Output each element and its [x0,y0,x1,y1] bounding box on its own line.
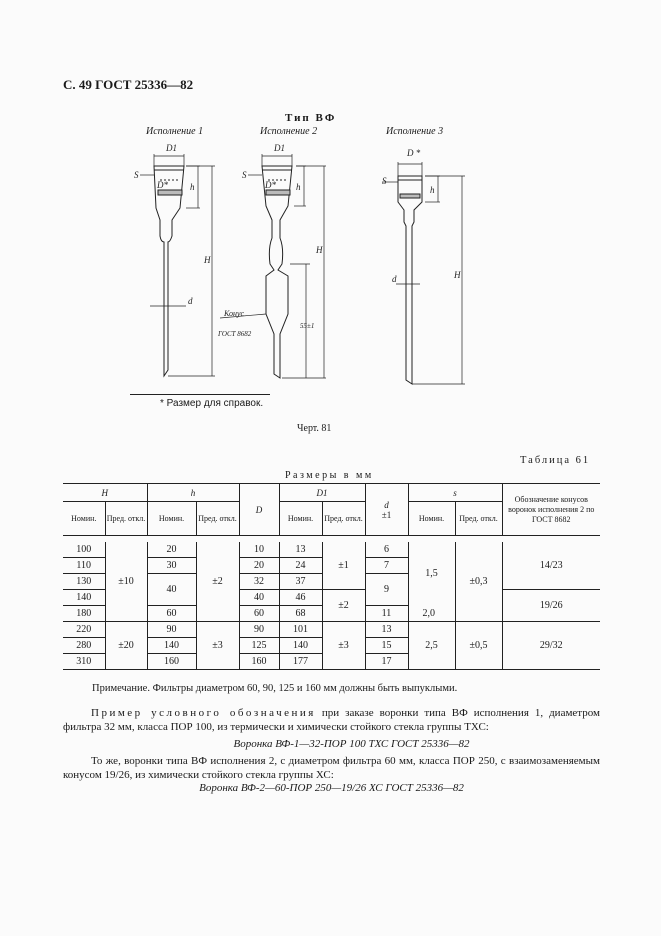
footnote: * Размер для справок. [160,398,264,409]
figure-caption: Черт. 81 [297,423,332,434]
table-cell: ±2 [196,542,239,622]
example-paragraph-1 [63,706,600,734]
dstar-label-1: D* [157,180,168,190]
table-cell: 180 [63,606,105,622]
H-label-3: H [454,270,461,280]
example-paragraph-2: То же, воронки типа ВФ исполнения 2, с диаметром фильтра 60 мм, класса ПОР 250, с взаимозаменяемым конусом 19/26, из химически стойкого стекла группы ХС: [63,755,600,781]
table-cell: 130 [63,574,105,590]
table-cell: 9 [365,574,408,606]
table-cell: 90 [239,622,279,638]
page-header: С. 49 ГОСТ 25336—82 [63,77,194,92]
table-cell: 19/26 [502,590,600,622]
h-label-3: h [430,185,435,195]
table-cell: 40 [239,590,279,606]
s-label-2: S [242,170,247,180]
table-cell: 160 [239,654,279,670]
dstar-label-3: D * [407,148,421,158]
table-cell: 60 [147,606,196,622]
variant-2-label: Исполнение 2 [260,126,318,137]
h-nom-header: Номин. [147,502,196,536]
H-tol-header: Пред. откл. [105,502,147,536]
D1-tol-header: Пред. откл. [322,502,365,536]
table-cell: 29/32 [502,622,600,670]
table-cell: ±1 [322,542,365,590]
table-cell: ±2 [322,590,365,622]
table-cell: 32 [239,574,279,590]
H-nom-header: Номин. [71,514,97,523]
table-cell: ±0,3 [455,542,502,622]
table-cell: ±20 [105,622,147,670]
table-cell: 310 [76,656,92,667]
table-subtitle: Размеры в мм [285,470,374,481]
table-cell: 20 [147,542,196,558]
table-cell: 2,0 [408,606,455,622]
d1-label-1: D1 [166,143,177,153]
table-cell: 110 [63,558,105,574]
s-label-1: S [134,170,139,180]
col-d: d ±1 [365,484,408,536]
d1-label-2: D1 [274,143,285,153]
s-label-3: S [382,176,387,186]
col-s: s [408,484,502,502]
table-cell: 7 [365,558,408,574]
table-cell: 37 [279,574,322,590]
table-cell: 1,5 [408,542,455,606]
example-lead: Пример условного обозначения [91,707,316,719]
funnel-drawing [120,138,480,393]
H-label-2: H [316,245,323,255]
col-h: h [147,484,239,502]
dstar-label-2: D* [265,180,276,190]
table-note: Примечание. Фильтры диаметром 60, 90, 125 и 160 мм должны быть выпуклыми. [92,683,458,694]
funnel-variant-3 [382,162,465,384]
table-cell: 160 [147,654,196,670]
table-cell: 24 [279,558,322,574]
table-cell: 14/23 [502,542,600,590]
table-cell: ±0,5 [455,622,502,670]
table-cell: 101 [279,622,322,638]
table-cell: 68 [279,606,322,622]
h-label-2: h [296,182,301,192]
table-number: Таблица 61 [520,455,591,466]
example-code-2: Воронка ВФ-2—60-ПОР 250—19/26 ХС ГОСТ 25336—82 [199,782,464,794]
example-text-1: при заказе воронки типа ВФ исполнения 1, диаметром фильтра 32 мм, класса ПОР 100, из термически и химически стойкого стекла группы ТХС: [63,707,600,733]
d-label-1: d [188,296,193,306]
table-cell: 2,5 [408,622,455,670]
table-cell: 15 [365,638,408,654]
konus-label: Конус [224,309,245,318]
table-cell: 6 [365,542,408,558]
table-cell: ±3 [322,622,365,670]
table-cell: 140 [63,590,105,606]
table-cell: 140 [147,638,196,654]
footnote-rule [130,394,270,395]
table-cell: 11 [365,606,408,622]
table-cell: 100 [63,542,105,558]
dimensions-table [63,483,600,674]
gost-label: ГОСТ 8682 [218,330,252,338]
table-cell: 13 [279,542,322,558]
table-cell: 220 [63,622,105,638]
table-cell: 10 [239,542,279,558]
s-tol-header: Пред. откл. [455,502,502,536]
table-cell: 280 [63,638,105,654]
s-nom-header: Номин. [408,502,455,536]
d-label-3: d [392,274,397,284]
example-code-1: Воронка ВФ-1—32-ПОР 100 ТХС ГОСТ 25336—82 [233,738,470,750]
table-cell: 20 [239,558,279,574]
col-designation: Обозначение конусов воронок исполнения 2 по ГОСТ 8682 [502,484,600,536]
table-cell: 40 [147,574,196,606]
funnel-variant-1 [140,154,215,376]
table-cell: ±10 [105,542,147,622]
table-cell: 140 [279,638,322,654]
table-cell: 125 [239,638,279,654]
variant-1-label: Исполнение 1 [146,126,204,137]
variant-3-label: Исполнение 3 [386,126,444,137]
col-D1: D1 [279,484,365,502]
col-D: D [239,484,279,536]
table-cell: 30 [147,558,196,574]
D1-nom-header: Номин. [279,502,322,536]
table-cell: 60 [239,606,279,622]
h-tol-header: Пред. откл. [196,502,239,536]
table-cell: ±3 [196,622,239,670]
figure-title: Тип ВФ [285,112,337,124]
H-label-1: H [204,255,211,265]
col-H: H [63,484,147,502]
table-cell: 17 [365,654,408,670]
h-label-1: h [190,182,195,192]
table-cell: 177 [279,654,322,670]
table-cell: 90 [147,622,196,638]
table-cell: 13 [365,622,408,638]
table-cell: 46 [279,590,322,606]
len-label: 55±1 [300,322,315,330]
